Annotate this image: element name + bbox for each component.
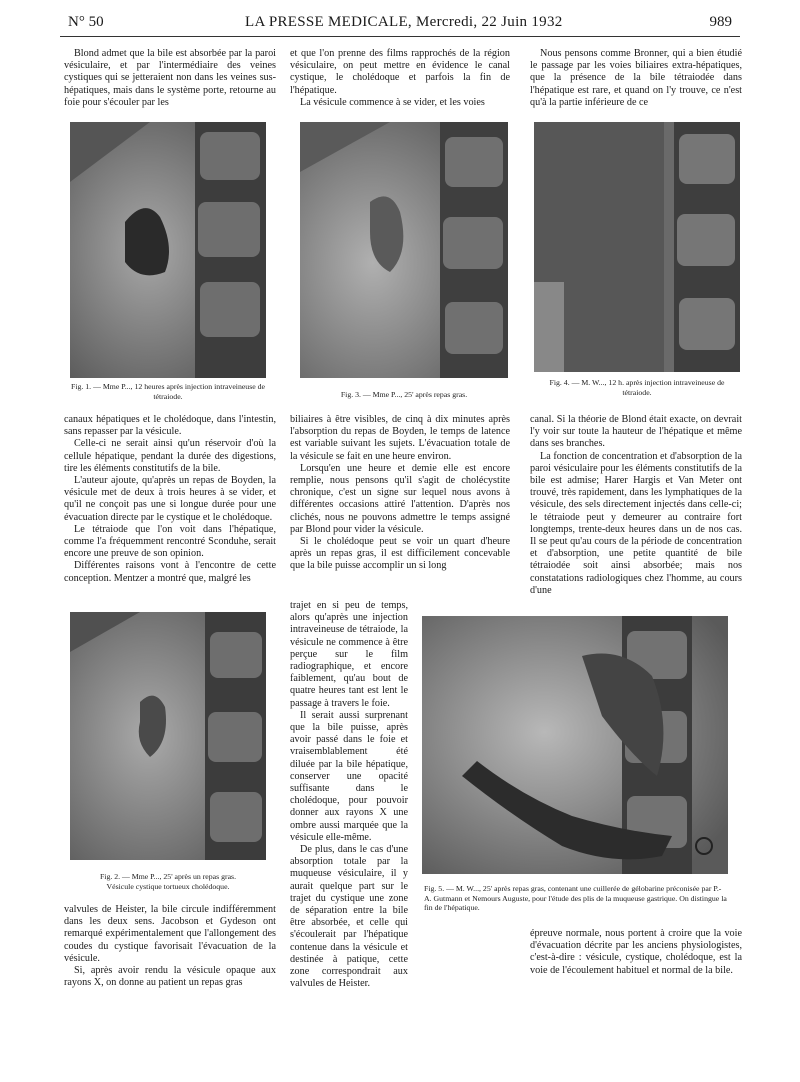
fig3-caption: Fig. 3. — Mme P..., 25' après repas gras. [340,390,468,399]
paragraph: canal. Si la théorie de Blond était exacte, on devrait l'y voir sur toute la hauteur de l'hépatique et même dans ses branches. [530,414,742,450]
paragraph: canaux hépatiques et le cholédoque, dans l'intestin, sans repasser par la vésicule. [64,414,276,438]
journal-title: LA PRESSE MEDICALE, Mercredi, 22 Juin 1932 [245,14,563,30]
paragraph: Le tétraiode que l'on voit dans l'hépatique, comme l'a fréquemment rencontré Sconduhe, serait encore une preuve de son opinion. [64,523,276,560]
page-number: 989 [709,14,732,30]
xray-image-2 [70,612,266,860]
paragraph: valvules de Heister, la bile circule indifféremment dans les deux sens. Jacobson et Gydeson ont remarqué expérimentalement que l'allongement des coudes du cystique favorisait l'évacuation de la vésicule. [64,904,276,964]
paragraph: Il serait aussi surprenant que la bile puisse, après avoir passé dans le foie et vraisemblablement été diluée par la bile hépatique, conserver une opacité suffisante dans le cholédoque, pour pouvoir donner aux rayons X une ombre aussi marquée que la vésicule elle-même. [290,709,408,843]
header-rule [60,36,740,37]
caption-line: Vésicule cystique tortueux cholédoque. [106,881,230,891]
col3-bottom-text [530,928,742,977]
issue-number: N° 50 [68,14,104,30]
col2-mid-text [290,414,510,573]
fig4-caption: Fig. 4. — M. W..., 12 h. après injection intraveineuse de tétraiode. [549,378,725,397]
fig5-caption: Fig. 5. — M. W..., 25' après repas gras, contenant une cuillerée de gélobarine préconisée par P.-A. Gutmann et Nemours Auguste, pour l'étude des plis de la muqueuse gastrique. On distingue la fin de l'hépatique. [424,884,727,912]
page-header [60,14,740,38]
xray-image-3 [300,122,508,378]
xray-image-1 [70,122,266,378]
fig2-caption [70,872,266,891]
paragraph: trajet en si peu de temps, alors qu'après une injection intraveineuse de tétraiode, la vésicule ne commence à être perçue sur le film radiographique, et encore faiblement, qu'au bout de quatre heures tant est lent le passage à travers le foie. [290,600,408,709]
paragraph: De plus, dans le cas d'une absorption totale par la muqueuse vésiculaire, il y aurait quelque part sur le trajet du cystique une zone de séparation entre la bile être absorbée, et celle qui s'écoulerait par l'hépatique contenue dans la vésicule et destinée à patique, cette zone correspondrait aux valvules de Heister. [290,844,408,990]
paragraph: Différentes raisons vont à l'encontre de cette conception. Mentzer a montré que, malgré les [64,560,276,584]
xray-figure-1 [70,122,266,378]
paragraph: La fonction de concentration et d'absorption de la paroi vésiculaire pour les éléments constitutifs de la bile est admise; Harer Hargis et Van Meter ont trouvé, très rapidement, dans les lymphatiques de la vésicule, des sels directement injectés dans celle-ci; le tétraiode peut y demeurer au contraire fort longtemps, trente-deux heures dans un de nos cas. Il se peut qu'au cours de la période de concentration et d'absorption, une petite quantité de bile tétraiodée soit ainsi absorbée; mais nos constatations radiologiques chez l'homme, au cours d'une [530,450,742,596]
col3-mid-text [530,414,742,597]
xray-image-4 [534,122,740,372]
paragraph: Si le cholédoque peut se voir un quart d'heure après un repas gras, il est difficilement concevable que la bile puisse accomplir un si long [290,536,510,572]
col1-bottom-text [64,904,276,989]
col3-top-text [530,48,742,109]
paragraph: Lorsqu'en une heure et demie elle est encore remplie, nous pensons qu'il s'agit de cholécystite chronique, c'est un signe sur lequel nous avons à différentes occasions attiré l'attention. D'après nos clichés, nous ne pouvons admettre le temps assigné par Blond pour vider la vésicule. [290,462,510,535]
col2-top-text [290,48,510,109]
col1-mid-text [64,414,276,585]
xray-figure-2 [70,612,266,860]
paragraph: et que l'on prenne des films rapprochés de la région vésiculaire, on peut mettre en évidence le canal cystique, le cholédoque et parfois la fin de l'hépatique. [290,48,510,96]
paragraph: La vésicule commence à se vider, et les voies [300,96,485,108]
paragraph: Nous pensons comme Bronner, qui a bien étudié le passage par les voies biliaires extra-hépatiques, que la présence de la bile tétraiodée dans l'hépatique est rare, et quand on l'y trouve, ce n'est qu'à la partie inférieure de ce [530,48,742,108]
col2-narrow-text [290,600,408,991]
paragraph: Si, après avoir rendu la vésicule opaque aux rayons X, on donne au patient un repas gras [64,965,276,989]
xray-figure-5 [422,616,728,874]
paragraph: Celle-ci ne serait ainsi qu'un réservoir d'où la cellule hépatique, pendant la durée des digestions, tire les éléments constitutifs de la bile. [64,438,276,474]
xray-image-5 [422,616,728,874]
paragraph: Blond admet que la bile est absorbée par la paroi vésiculaire, et par l'intermédiaire des veines cystiques qui se jetteraient non dans les veines sus-hépatiques, mais dans le système porte, retourne au foie pour s'écouler par les [64,48,276,108]
paragraph: épreuve normale, nous portent à croire que la voie d'évacuation décrite par les anciens physiologistes, c'est-à-dire : vésicule, cystique, cholédoque, est la voie de l'écoulement habituel et normal de la bile. [530,928,742,976]
paragraph: biliaires à être visibles, de cinq à dix minutes après l'absorption du repas de Boyden, le temps de latence est variable suivant les sujets. L'évacuation totale de la vésicule se fait en une heure environ. [290,414,510,462]
paragraph: L'auteur ajoute, qu'après un repas de Boyden, la vésicule met de deux à trois heures à se vider, et qu'il ne conçoit pas une si longue durée pour une évacuation directe par le cystique et le cholédoque. [64,475,276,523]
xray-figure-4 [534,122,740,372]
caption-line: Fig. 2. — Mme P..., 25' après un repas gras. [99,872,237,881]
fig1-caption: Fig. 1. — Mme P..., 12 heures après injection intraveineuse de tétraiode. [70,382,266,401]
col1-top-text [64,48,276,109]
xray-figure-3 [300,122,508,378]
